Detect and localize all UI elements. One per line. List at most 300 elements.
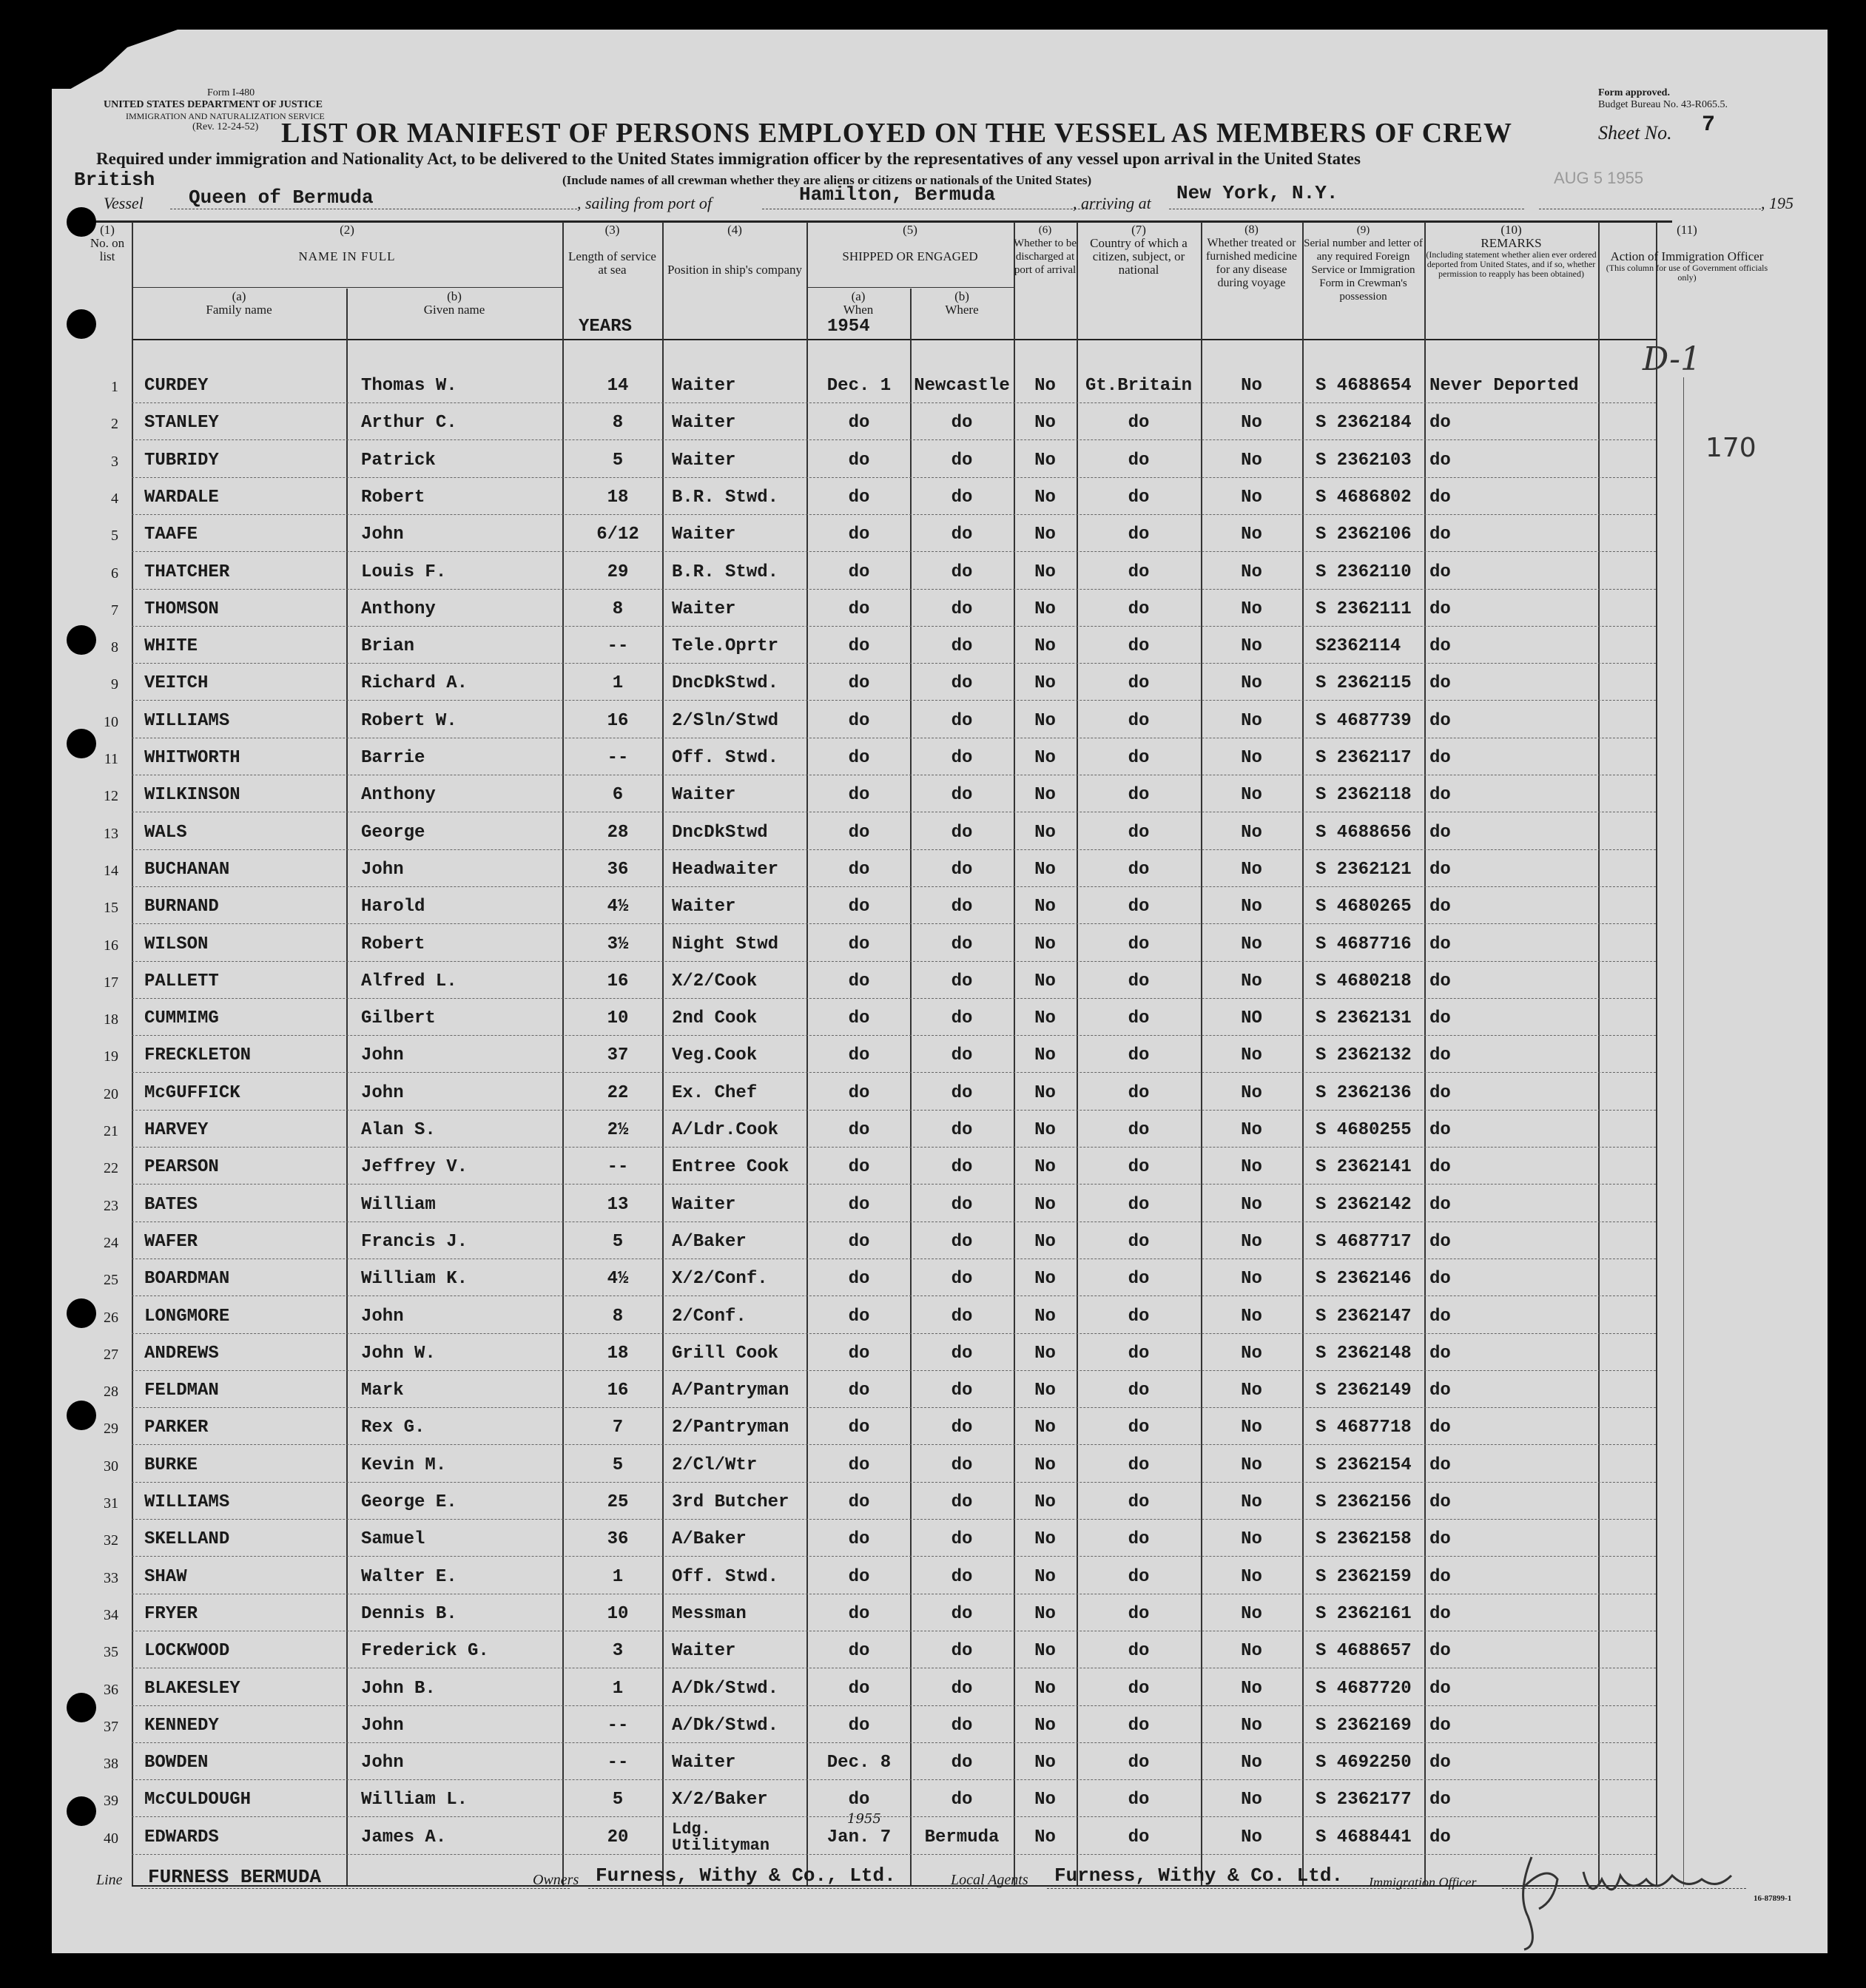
cell-country: do	[1128, 413, 1150, 434]
cell-where: do	[951, 1529, 973, 1550]
cell-when: Dec. 8	[826, 1753, 892, 1773]
cell-disch: No	[1034, 413, 1056, 434]
cell-country: do	[1128, 934, 1150, 954]
cell-position: Waiter	[672, 1753, 736, 1773]
cell-serial: S 2362131	[1316, 1008, 1412, 1029]
cell-family: WILSON	[144, 934, 209, 954]
cell-country: do	[1128, 1082, 1150, 1103]
col2b-number: (b)	[447, 289, 462, 303]
col2a-number: (a)	[232, 289, 246, 303]
sailing-port: Hamilton, Bermuda	[799, 183, 996, 206]
cell-remarks: Never Deported	[1429, 376, 1579, 396]
row-number: 35	[104, 1644, 118, 1661]
row-number: 31	[104, 1495, 118, 1512]
cell-serial: S 2362106	[1316, 525, 1412, 545]
cell-years: 14	[607, 376, 629, 396]
col4-number: (4)	[727, 223, 742, 237]
cell-serial: S 2362132	[1316, 1045, 1412, 1066]
cell-remarks: do	[1429, 1269, 1451, 1290]
row-number: 16	[104, 937, 118, 954]
cell-position: Messman	[672, 1603, 747, 1624]
cell-where: do	[951, 785, 973, 806]
cell-given: John W.	[361, 1343, 436, 1364]
cell-family: THATCHER	[144, 562, 230, 582]
table-row	[52, 1189, 1828, 1226]
col10-note: (Including statement whether alien ever ordered deported from United States, and if so, whether permission to reapply has been obtained)	[1426, 249, 1597, 279]
cell-years: 2½	[607, 1120, 629, 1140]
manifest-sheet	[52, 30, 1828, 1953]
row-rule	[132, 1779, 1656, 1780]
cell-country: do	[1128, 636, 1150, 657]
cell-country: do	[1128, 1790, 1150, 1810]
row-rule	[132, 700, 1656, 701]
cell-serial: S 2362110	[1316, 562, 1412, 582]
table-row	[52, 1412, 1828, 1449]
cell-family: FELDMAN	[144, 1381, 219, 1401]
cell-given: Alfred L.	[361, 971, 457, 991]
cell-family: LOCKWOOD	[144, 1641, 230, 1662]
row-rule	[132, 998, 1656, 999]
cell-serial: S 4687716	[1316, 934, 1412, 954]
cell-when: do	[848, 897, 870, 917]
officer-label: Immigration Officer	[1369, 1875, 1477, 1890]
table-row	[52, 1710, 1828, 1747]
cell-where: do	[951, 1418, 973, 1438]
budget-bureau: Budget Bureau No. 43-R065.5.	[1598, 99, 1728, 110]
cell-serial: S 4686802	[1316, 487, 1412, 508]
cell-family: FRECKLETON	[144, 1045, 252, 1066]
table-row	[52, 1784, 1828, 1821]
row-number: 27	[104, 1346, 118, 1363]
cell-country: do	[1128, 1381, 1150, 1401]
cell-treated: No	[1241, 748, 1262, 768]
col1-label: No. on list	[90, 236, 125, 263]
cell-family: PEARSON	[144, 1157, 219, 1178]
cell-where: do	[951, 1045, 973, 1066]
cell-given: John	[361, 1715, 404, 1736]
cell-position: B.R. Stwd.	[672, 487, 779, 508]
row-rule	[132, 1854, 1656, 1855]
cell-where: do	[951, 1082, 973, 1103]
cell-when: do	[848, 1418, 870, 1438]
cell-treated: No	[1241, 1120, 1262, 1140]
cell-when: do	[848, 1603, 870, 1624]
cell-years: --	[607, 1753, 629, 1773]
cell-serial: S 4680218	[1316, 971, 1412, 991]
cell-disch: No	[1034, 1603, 1056, 1624]
owners-underline	[588, 1888, 988, 1889]
cell-years: 36	[607, 1529, 629, 1550]
cell-when: do	[848, 1455, 870, 1475]
cell-disch: No	[1034, 1306, 1056, 1327]
cell-disch: No	[1034, 1418, 1056, 1438]
cell-when: Dec. 1	[826, 376, 892, 396]
cell-where: do	[951, 450, 973, 471]
agents-label: Local Agents	[951, 1872, 1028, 1888]
cell-years: 28	[607, 822, 629, 843]
col5b-label: Where	[945, 303, 979, 317]
cell-given: Thomas W.	[361, 376, 457, 396]
table-row	[52, 519, 1828, 556]
cell-remarks: do	[1429, 1418, 1451, 1438]
cell-remarks: do	[1429, 636, 1451, 657]
cell-family: KENNEDY	[144, 1715, 219, 1736]
cell-treated: No	[1241, 1194, 1262, 1215]
table-row	[52, 1338, 1828, 1375]
table-row	[52, 1151, 1828, 1188]
cell-remarks: do	[1429, 599, 1451, 619]
cell-disch: No	[1034, 1269, 1056, 1290]
cell-treated: NO	[1241, 1008, 1262, 1029]
cell-remarks: do	[1429, 1641, 1451, 1662]
col8-number: (8)	[1244, 223, 1259, 236]
cell-where: do	[951, 1566, 973, 1587]
cell-treated: No	[1241, 897, 1262, 917]
cell-country: do	[1128, 1753, 1150, 1773]
cell-country: do	[1128, 971, 1150, 991]
row-number: 8	[111, 639, 118, 656]
col6-label: Whether to be discharged at port of arrival	[1014, 237, 1077, 276]
cell-family: BLAKESLEY	[144, 1678, 240, 1699]
owners-label: Owners	[533, 1872, 579, 1888]
cell-serial: S 2362177	[1316, 1790, 1412, 1810]
cell-country: do	[1128, 1194, 1150, 1215]
cell-given: Walter E.	[361, 1566, 457, 1587]
form-approved: Form approved.	[1598, 87, 1670, 98]
table-row	[52, 1635, 1828, 1672]
cell-treated: No	[1241, 1231, 1262, 1252]
cell-disch: No	[1034, 971, 1056, 991]
punch-hole	[67, 1298, 96, 1328]
cell-disch: No	[1034, 934, 1056, 954]
cell-remarks: do	[1429, 413, 1451, 434]
row-number: 22	[104, 1160, 118, 1177]
row-rule	[132, 1110, 1656, 1111]
cell-serial: S 4692250	[1316, 1753, 1412, 1773]
cell-where: do	[951, 1306, 973, 1327]
cell-treated: No	[1241, 1529, 1262, 1550]
row-rule	[132, 1444, 1656, 1445]
cell-country: do	[1128, 1269, 1150, 1290]
col7-number: (7)	[1131, 223, 1146, 237]
cell-when: do	[848, 1120, 870, 1140]
row-number: 29	[104, 1421, 118, 1438]
cell-treated: No	[1241, 673, 1262, 694]
table-row	[52, 1449, 1828, 1486]
cell-country: do	[1128, 1715, 1150, 1736]
arriving-label: , arriving at	[1073, 194, 1151, 212]
cell-disch: No	[1034, 859, 1056, 880]
cell-position: 3rd Butcher	[672, 1492, 789, 1512]
cell-country: do	[1128, 1008, 1150, 1029]
table-row	[52, 966, 1828, 1003]
cell-remarks: do	[1429, 1120, 1451, 1140]
table-row	[52, 854, 1828, 891]
sheet-number: 7	[1702, 112, 1716, 138]
row-rule	[132, 439, 1656, 440]
cell-position: Entree Cook	[672, 1157, 789, 1178]
cell-where: do	[951, 599, 973, 619]
cell-position: A/Baker	[672, 1529, 747, 1550]
cell-where: do	[951, 1641, 973, 1662]
cell-position: A/Ldr.Cook	[672, 1120, 779, 1140]
cell-given: Rex G.	[361, 1418, 425, 1438]
cell-given: Gilbert	[361, 1008, 436, 1029]
cell-remarks: do	[1429, 525, 1451, 545]
cell-when: do	[848, 413, 870, 434]
cell-given: Robert W.	[361, 710, 457, 731]
row-rule	[132, 1519, 1656, 1520]
cell-family: McCULDOUGH	[144, 1790, 252, 1810]
row-rule	[132, 849, 1656, 850]
cell-years: 29	[607, 562, 629, 582]
cell-remarks: do	[1429, 859, 1451, 880]
cell-family: THOMSON	[144, 599, 219, 619]
cell-serial: S 2362121	[1316, 859, 1412, 880]
table-row	[52, 779, 1828, 816]
cell-years: 3	[612, 1641, 624, 1662]
cell-given: Robert	[361, 934, 425, 954]
cell-given: Arthur C.	[361, 413, 457, 434]
cell-serial: S 2362154	[1316, 1455, 1412, 1475]
cell-years: 10	[607, 1603, 629, 1624]
cell-family: STANLEY	[144, 413, 219, 434]
cell-years: 8	[612, 599, 624, 619]
cell-serial: S 4680265	[1316, 897, 1412, 917]
cell-serial: S 4688654	[1316, 376, 1412, 396]
cell-country: do	[1128, 1120, 1150, 1140]
cell-where: do	[951, 822, 973, 843]
cell-family: CURDEY	[144, 376, 209, 396]
cell-when: do	[848, 450, 870, 471]
row-number: 32	[104, 1532, 118, 1549]
tally-note: 170	[1705, 433, 1756, 463]
cell-when: do	[848, 1269, 870, 1290]
table-row	[52, 445, 1828, 482]
col5-number: (5)	[903, 223, 917, 237]
col3-unit: YEARS	[579, 317, 633, 337]
cell-country: do	[1128, 673, 1150, 694]
cell-given: John	[361, 1753, 404, 1773]
officer-signature	[1502, 1835, 1746, 1953]
cell-serial: S 4688441	[1316, 1827, 1412, 1847]
cell-given: Samuel	[361, 1529, 425, 1550]
col11-number: (11)	[1677, 223, 1697, 237]
cell-country: do	[1128, 525, 1150, 545]
cell-disch: No	[1034, 1194, 1056, 1215]
cell-country: do	[1128, 450, 1150, 471]
table-row	[52, 593, 1828, 630]
cell-country: do	[1128, 1045, 1150, 1066]
cell-given: Patrick	[361, 450, 436, 471]
agents-name: Furness, Withy & Co. Ltd.	[1054, 1864, 1344, 1887]
cell-remarks: do	[1429, 1157, 1451, 1178]
cell-years: 4½	[607, 897, 629, 917]
table-row	[52, 556, 1828, 593]
cell-disch: No	[1034, 710, 1056, 731]
cell-remarks: do	[1429, 1529, 1451, 1550]
cell-years: 5	[612, 1790, 624, 1810]
cell-where: do	[951, 525, 973, 545]
cell-where: do	[951, 1269, 973, 1290]
col5-label: SHIPPED OR ENGAGED	[842, 249, 978, 263]
cell-remarks: do	[1429, 934, 1451, 954]
cell-position: Ex. Chef	[672, 1082, 758, 1103]
cell-treated: No	[1241, 413, 1262, 434]
cell-where: do	[951, 897, 973, 917]
cell-position: Waiter	[672, 599, 736, 619]
cell-where: do	[951, 1455, 973, 1475]
cell-serial: S 4687739	[1316, 710, 1412, 731]
cell-position: Night Stwd	[672, 934, 779, 954]
row-rule	[132, 1147, 1656, 1148]
cell-family: WARDALE	[144, 487, 219, 508]
cell-when: do	[848, 1306, 870, 1327]
table-row	[52, 1077, 1828, 1114]
cell-years: 1	[612, 673, 624, 694]
cell-where: do	[951, 748, 973, 768]
row-number: 6	[111, 565, 118, 582]
cell-when: do	[848, 562, 870, 582]
cell-family: BOARDMAN	[144, 1269, 230, 1290]
row-rule	[132, 1705, 1656, 1706]
cell-when: do	[848, 1678, 870, 1699]
cell-remarks: do	[1429, 710, 1451, 731]
row-rule	[132, 402, 1656, 403]
cell-when: do	[848, 1715, 870, 1736]
cell-disch: No	[1034, 1492, 1056, 1512]
cell-years: 13	[607, 1194, 629, 1215]
row-number: 9	[111, 676, 118, 693]
cell-disch: No	[1034, 748, 1056, 768]
cell-position: Waiter	[672, 897, 736, 917]
cell-position: Grill Cook	[672, 1343, 779, 1364]
cell-serial: S 4688657	[1316, 1641, 1412, 1662]
col9-label: Serial number and letter of any required Foreign Service or Immigration Form in Crewman's possession	[1304, 237, 1423, 303]
cell-country: do	[1128, 1603, 1150, 1624]
cell-position: Waiter	[672, 450, 736, 471]
row-number: 11	[104, 751, 118, 767]
cell-treated: No	[1241, 934, 1262, 954]
cell-disch: No	[1034, 1231, 1056, 1252]
table-row	[52, 1747, 1828, 1784]
cell-family: WALS	[144, 822, 187, 843]
cell-serial: S 4687717	[1316, 1231, 1412, 1252]
cell-treated: No	[1241, 971, 1262, 991]
col3-label: Length of service at sea	[568, 249, 656, 277]
cell-position: A/Dk/Stwd.	[672, 1715, 779, 1736]
cell-family: ANDREWS	[144, 1343, 219, 1364]
cell-disch: No	[1034, 562, 1056, 582]
cell-where: do	[951, 1715, 973, 1736]
cell-given: Robert	[361, 487, 425, 508]
cell-given: Richard A.	[361, 673, 468, 694]
cell-when: do	[848, 525, 870, 545]
cell-when: do	[848, 1790, 870, 1810]
cell-years: 36	[607, 859, 629, 880]
col5a-label: When	[843, 303, 874, 317]
year-suffix: , 195	[1761, 194, 1793, 212]
cell-country: do	[1128, 1492, 1150, 1512]
cell-country: do	[1128, 1306, 1150, 1327]
cell-country: do	[1128, 822, 1150, 843]
cell-years: 6	[612, 785, 624, 806]
cell-family: HARVEY	[144, 1120, 209, 1140]
cell-disch: No	[1034, 1529, 1056, 1550]
cell-position: Veg.Cook	[672, 1045, 758, 1066]
cell-serial: S 2362118	[1316, 785, 1412, 806]
cell-disch: No	[1034, 376, 1056, 396]
cell-when: do	[848, 636, 870, 657]
row-rule	[132, 1370, 1656, 1371]
table-row	[52, 1375, 1828, 1412]
cell-position: 2/Pantryman	[672, 1418, 789, 1438]
table-row	[52, 370, 1828, 407]
cell-remarks: do	[1429, 1381, 1451, 1401]
row-rule	[132, 663, 1656, 664]
cell-position: A/Pantryman	[672, 1381, 789, 1401]
cell-where: do	[951, 413, 973, 434]
cell-where: do	[951, 934, 973, 954]
cell-disch: No	[1034, 1753, 1056, 1773]
row-number: 15	[104, 900, 118, 917]
table-row	[52, 1226, 1828, 1263]
cell-years: --	[607, 1157, 629, 1178]
cell-family: EDWARDS	[144, 1827, 219, 1847]
cell-treated: No	[1241, 1455, 1262, 1475]
cell-country: do	[1128, 1641, 1150, 1662]
cell-where: do	[951, 562, 973, 582]
cell-country: do	[1128, 897, 1150, 917]
cell-remarks: do	[1429, 562, 1451, 582]
row-number: 20	[104, 1085, 118, 1102]
cell-where: do	[951, 1008, 973, 1029]
col2a-label: Family name	[206, 303, 272, 317]
cell-family: McGUFFICK	[144, 1082, 240, 1103]
cell-where: do	[951, 971, 973, 991]
cell-country: do	[1128, 599, 1150, 619]
cell-years: 16	[607, 710, 629, 731]
cell-given: Harold	[361, 897, 425, 917]
cell-given: Alan S.	[361, 1120, 436, 1140]
cell-years: 5	[612, 1231, 624, 1252]
row-number: 33	[104, 1569, 118, 1586]
col10-label: REMARKS	[1481, 236, 1542, 250]
cell-given: Frederick G.	[361, 1641, 489, 1662]
cell-position: 2/Sln/Stwd	[672, 710, 779, 731]
table-row	[52, 630, 1828, 667]
table-row	[52, 1040, 1828, 1076]
cell-position: Waiter	[672, 785, 736, 806]
cell-country: do	[1128, 748, 1150, 768]
cell-years: 5	[612, 1455, 624, 1475]
col9-number: (9)	[1356, 224, 1370, 236]
cell-treated: No	[1241, 1678, 1262, 1699]
row-rule	[132, 589, 1656, 590]
row-number: 36	[104, 1681, 118, 1698]
include-note: (Include names of all crewman whether they are aliens or citizens or nationals of the United States)	[562, 173, 1092, 187]
cell-country: do	[1128, 1343, 1150, 1364]
table-row	[52, 482, 1828, 519]
cell-remarks: do	[1429, 1678, 1451, 1699]
cell-position: 2/Cl/Wtr	[672, 1455, 758, 1475]
cell-when: do	[848, 748, 870, 768]
cell-years: 5	[612, 450, 624, 471]
row-number: 25	[104, 1272, 118, 1289]
row-number: 28	[104, 1384, 118, 1401]
cell-position: Waiter	[672, 525, 736, 545]
cell-family: WILKINSON	[144, 785, 240, 806]
